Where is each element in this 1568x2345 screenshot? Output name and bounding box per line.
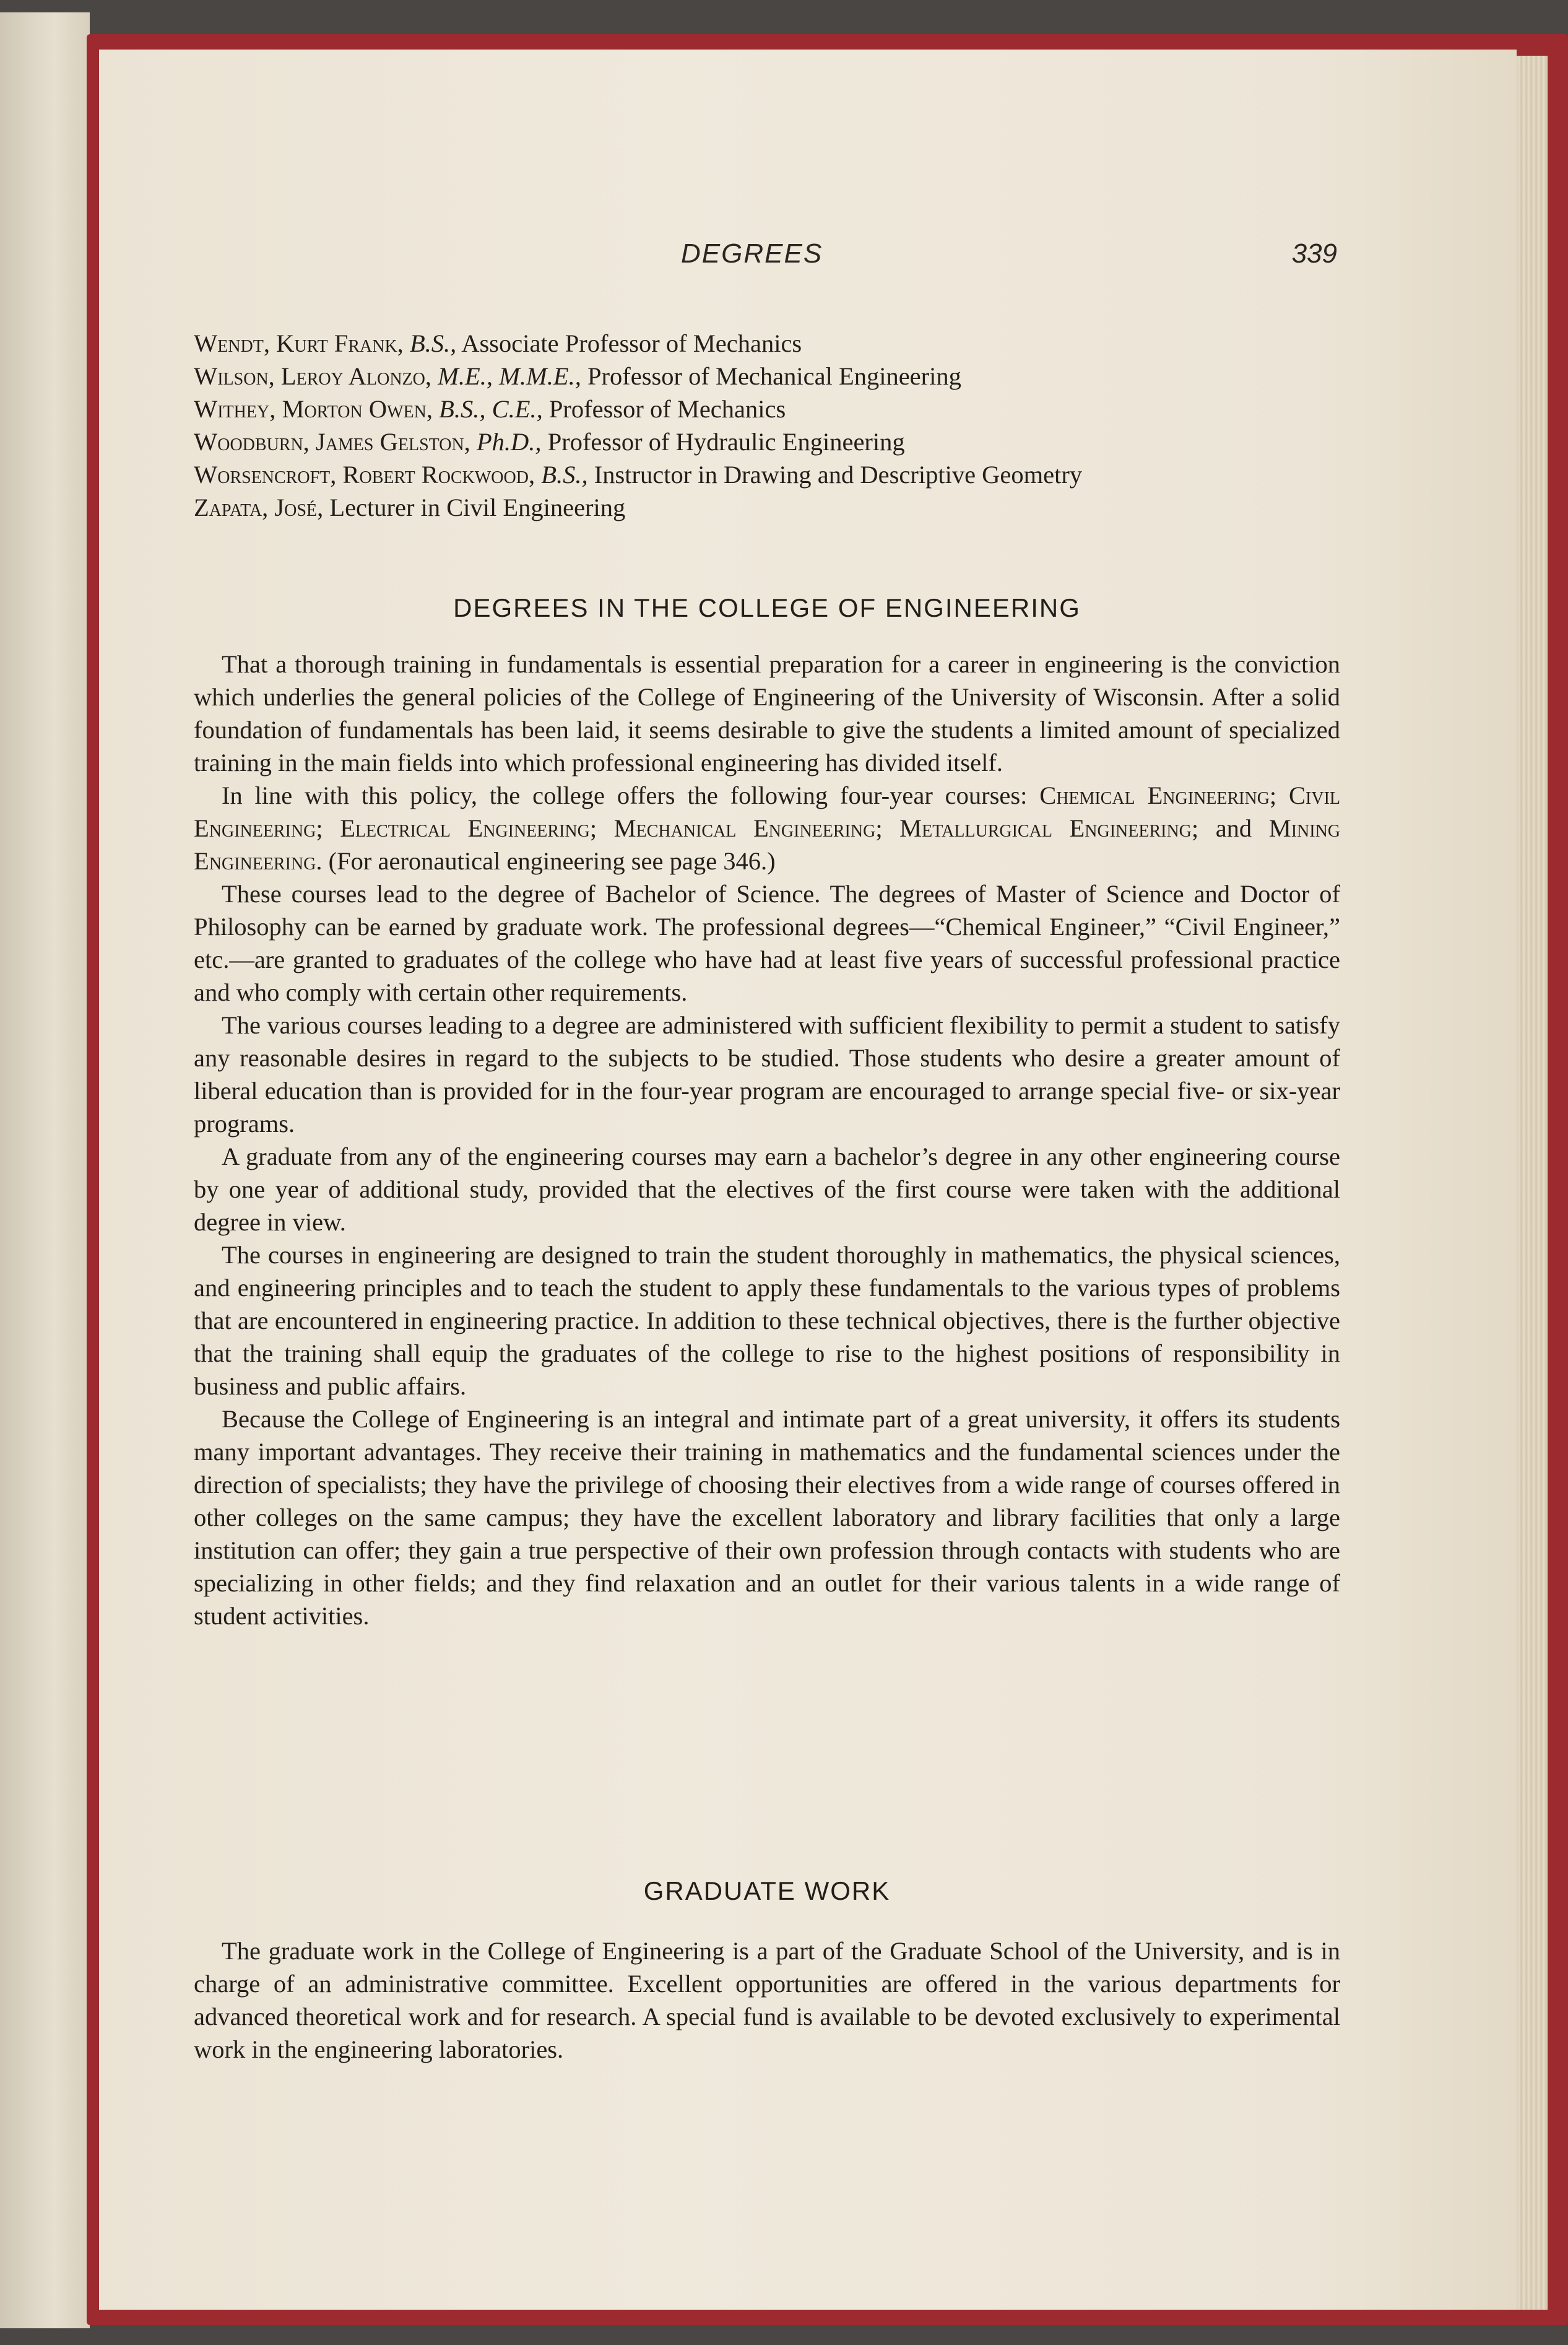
facing-page-edge xyxy=(0,12,90,2328)
paragraph: The graduate work in the College of Engineering is a part of the Graduate School of the University, and is in charge of an administrative committee. Excellent opportunities are offered in the various departments for advanced theoretical work and for research. A special fund is available to be devoted exclusively to experimental work in the engineering laboratories. xyxy=(194,1937,1340,2063)
page-header xyxy=(192,238,1337,276)
page-stack-edge xyxy=(1517,56,1548,2310)
section-heading-degrees: DEGREES IN THE COLLEGE OF ENGINEERING xyxy=(453,593,1081,622)
faculty-entry: Wendt, Kurt Frank, B.S., Associate Professor of Mechanics xyxy=(194,329,802,357)
faculty-entry: Withey, Morton Owen, B.S., C.E., Professor of Mechanics xyxy=(194,395,786,423)
paragraph: A graduate from any of the engineering courses may earn a bachelor’s degree in any other engineering course by one year of additional study, provided that the electives of the first course were taken with the additional degree in view. xyxy=(194,1142,1340,1236)
graduate-body xyxy=(194,1934,1340,2066)
degrees-body xyxy=(194,648,1340,1632)
paragraph: That a thorough training in fundamentals is essential preparation for a career in engineering is the conviction which underlies the general policies of the College of Engineering of the University of Wisconsin. After a solid foundation of fundamentals has been laid, it seems desirable to give the students a limited amount of specialized training in the main fields into which professional engineering has divided itself. xyxy=(194,650,1340,777)
faculty-entry: Worsencroft, Robert Rockwood, B.S., Instructor in Drawing and Descriptive Geometry xyxy=(194,461,1083,489)
paragraph: The various courses leading to a degree are administered with sufficient flexibility to permit a student to satisfy any reasonable desires in regard to the subjects to be studied. Those students who desire a greater amount of liberal education than is provided for in the four-year program are encouraged to arrange special five- or six-year programs. xyxy=(194,1011,1340,1138)
section-heading-graduate: GRADUATE WORK xyxy=(643,1876,891,1905)
paragraph: These courses lead to the degree of Bachelor of Science. The degrees of Master of Science and Doctor of Philosophy can be earned by graduate work. The professional degrees—“Chemical Engineer,” “Civil Engineer,” etc.—are granted to graduates of the college who have had at least five years of successful professional practice and who comply with certain other requirements. xyxy=(194,880,1340,1006)
faculty-list xyxy=(194,327,1340,524)
faculty-entry: Wilson, Leroy Alonzo, M.E., M.M.E., Professor of Mechanical Engineering xyxy=(194,362,961,390)
running-title: DEGREES xyxy=(681,238,823,269)
page-number: 339 xyxy=(1291,238,1337,269)
faculty-entry: Woodburn, James Gelston, Ph.D., Professor of Hydraulic Engineering xyxy=(194,428,905,456)
paragraph: The courses in engineering are designed to train the student thoroughly in mathematics, the physical sciences, and engineering principles and to teach the student to apply these fundamentals to the various types of problems that are encountered in engineering practice. In addition to these technical objectives, there is the further objective that the training shall equip the graduates of the college to rise to the highest positions of responsibility in business and public affairs. xyxy=(194,1241,1340,1400)
faculty-entry: Zapata, José, Lecturer in Civil Engineering xyxy=(194,494,626,521)
paragraph: Because the College of Engineering is an integral and intimate part of a great university, it offers its students many important advantages. They receive their training in mathematics and the fundamental sciences under the direction of specialists; they have the privilege of choosing their electives from a wide range of courses offered in other colleges on the same campus; they have the excellent laboratory and library facilities that only a large institution can offer; they gain a true perspective of their own profession through contacts with students who are specializing in other fields; and they find relaxation and an outlet for their various talents in a wide range of student activities. xyxy=(194,1405,1340,1630)
paragraph-courses: In line with this policy, the college offers the following four-year courses: Chemical Engineering; Civil Engineering; Electrical Engineering; Mechanical Engineering; Metallurgical Engineering; and Mining Engineering. (For aeronautical engineering see page 346.) xyxy=(194,781,1341,875)
